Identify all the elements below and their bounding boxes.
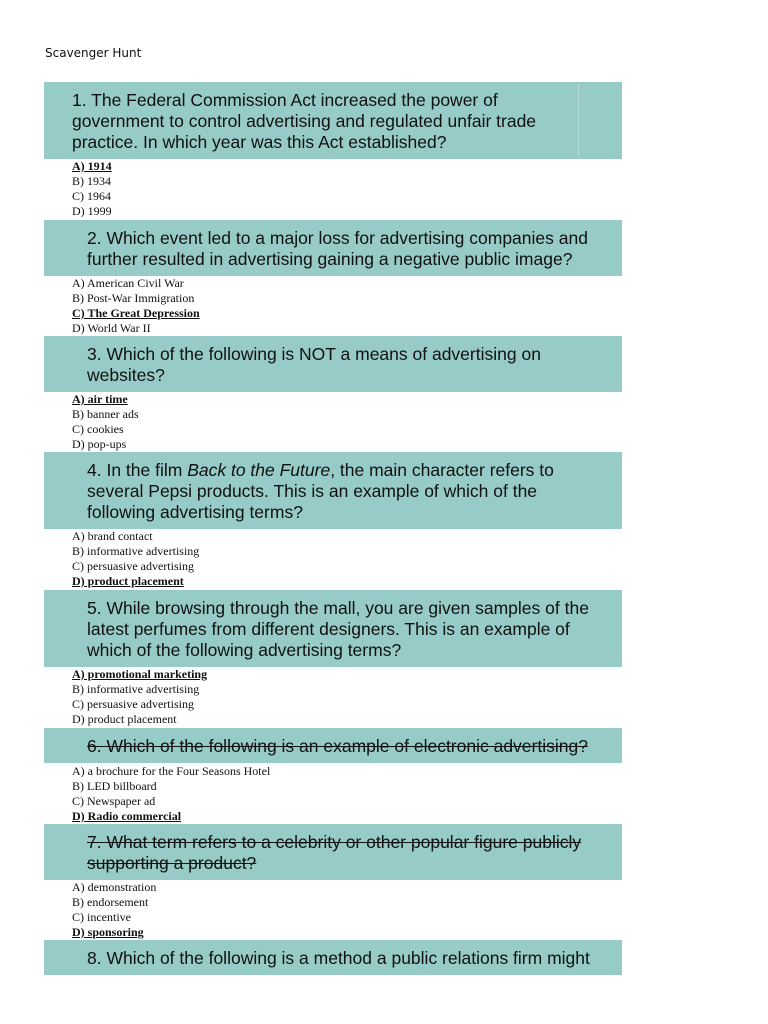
- question-text-2: 2. Which event led to a major loss for advertising companies and further resulted in advertising gaining a negative public image?: [87, 228, 588, 269]
- answer-option: A) brand contact: [72, 529, 153, 543]
- answer-option: A) a brochure for the Four Seasons Hotel: [72, 764, 271, 778]
- answer-option: C) persuasive advertising: [72, 697, 194, 711]
- answer-option-correct: A) 1914: [72, 159, 112, 173]
- answer-list-7: [72, 880, 156, 940]
- question-box-6: [44, 728, 622, 763]
- question-text-4: [87, 460, 565, 523]
- answer-option-correct: A) promotional marketing: [72, 667, 208, 681]
- answer-option: B) endorsement: [72, 895, 149, 909]
- answer-option-correct: D) Radio commercial: [72, 809, 182, 823]
- question-text-8: 8. Which of the following is a method a public relations firm might: [87, 948, 590, 968]
- question-box-8: [44, 940, 622, 975]
- question-text-4-part: , the main character refers to several Pepsi products. This is an example of which of the following advertising terms?: [87, 460, 554, 522]
- question-box-2: [44, 220, 622, 276]
- answer-option: C) persuasive advertising: [72, 559, 194, 573]
- answer-list-5: [72, 667, 207, 727]
- answer-list-1: [72, 159, 112, 219]
- answer-option: D) 1999: [72, 204, 112, 218]
- answer-option-correct: D) sponsoring: [72, 925, 144, 939]
- answer-option: D) World War II: [72, 321, 151, 335]
- question-box-4: [44, 452, 622, 529]
- answer-option: A) American Civil War: [72, 276, 184, 290]
- answer-option-correct: A) air time: [72, 392, 128, 406]
- answer-list-3: [72, 392, 139, 452]
- answer-option-correct: C) The Great Depression: [72, 306, 200, 320]
- answer-option: A) demonstration: [72, 880, 157, 894]
- table-cell-divider: [578, 84, 579, 156]
- answer-option-correct: D) product placement: [72, 574, 184, 588]
- question-box-7: [44, 824, 622, 880]
- answer-option: B) 1934: [72, 174, 111, 188]
- question-box-3: [44, 336, 622, 392]
- question-text-7: 7. What term refers to a celebrity or other popular figure publicly supporting a product?: [87, 832, 582, 873]
- answer-option: B) LED billboard: [72, 779, 157, 793]
- answer-option: B) informative advertising: [72, 544, 200, 558]
- question-text-1: 1. The Federal Commission Act increased the power of government to control advertising and regulated unfair trade practice. In which year was this Act established?: [72, 90, 537, 152]
- answer-list-2: [72, 276, 200, 336]
- answer-option: D) product placement: [72, 712, 177, 726]
- question-text-5: 5. While browsing through the mall, you are given samples of the latest perfumes from different designers. This is an example of which of the following advertising terms?: [87, 598, 589, 660]
- film-title: Back to the Future: [187, 460, 331, 480]
- question-box-1: [44, 82, 622, 159]
- question-box-5: [44, 590, 622, 667]
- answer-option: C) Newspaper ad: [72, 794, 156, 808]
- question-text-4-part: 4. In the film: [87, 460, 188, 480]
- answer-option: B) Post-War Immigration: [72, 291, 195, 305]
- answer-list-6: [72, 764, 270, 824]
- answer-option: B) banner ads: [72, 407, 139, 421]
- answer-option: C) incentive: [72, 910, 131, 924]
- page-title: Scavenger Hunt: [45, 46, 142, 60]
- answer-option: D) pop-ups: [72, 437, 127, 451]
- answer-option: C) cookies: [72, 422, 124, 436]
- question-text-6: 6. Which of the following is an example of electronic advertising?: [87, 736, 588, 756]
- answer-list-4: [72, 529, 199, 589]
- question-text-3: 3. Which of the following is NOT a means of advertising on websites?: [87, 344, 541, 385]
- answer-option: C) 1964: [72, 189, 111, 203]
- answer-option: B) informative advertising: [72, 682, 200, 696]
